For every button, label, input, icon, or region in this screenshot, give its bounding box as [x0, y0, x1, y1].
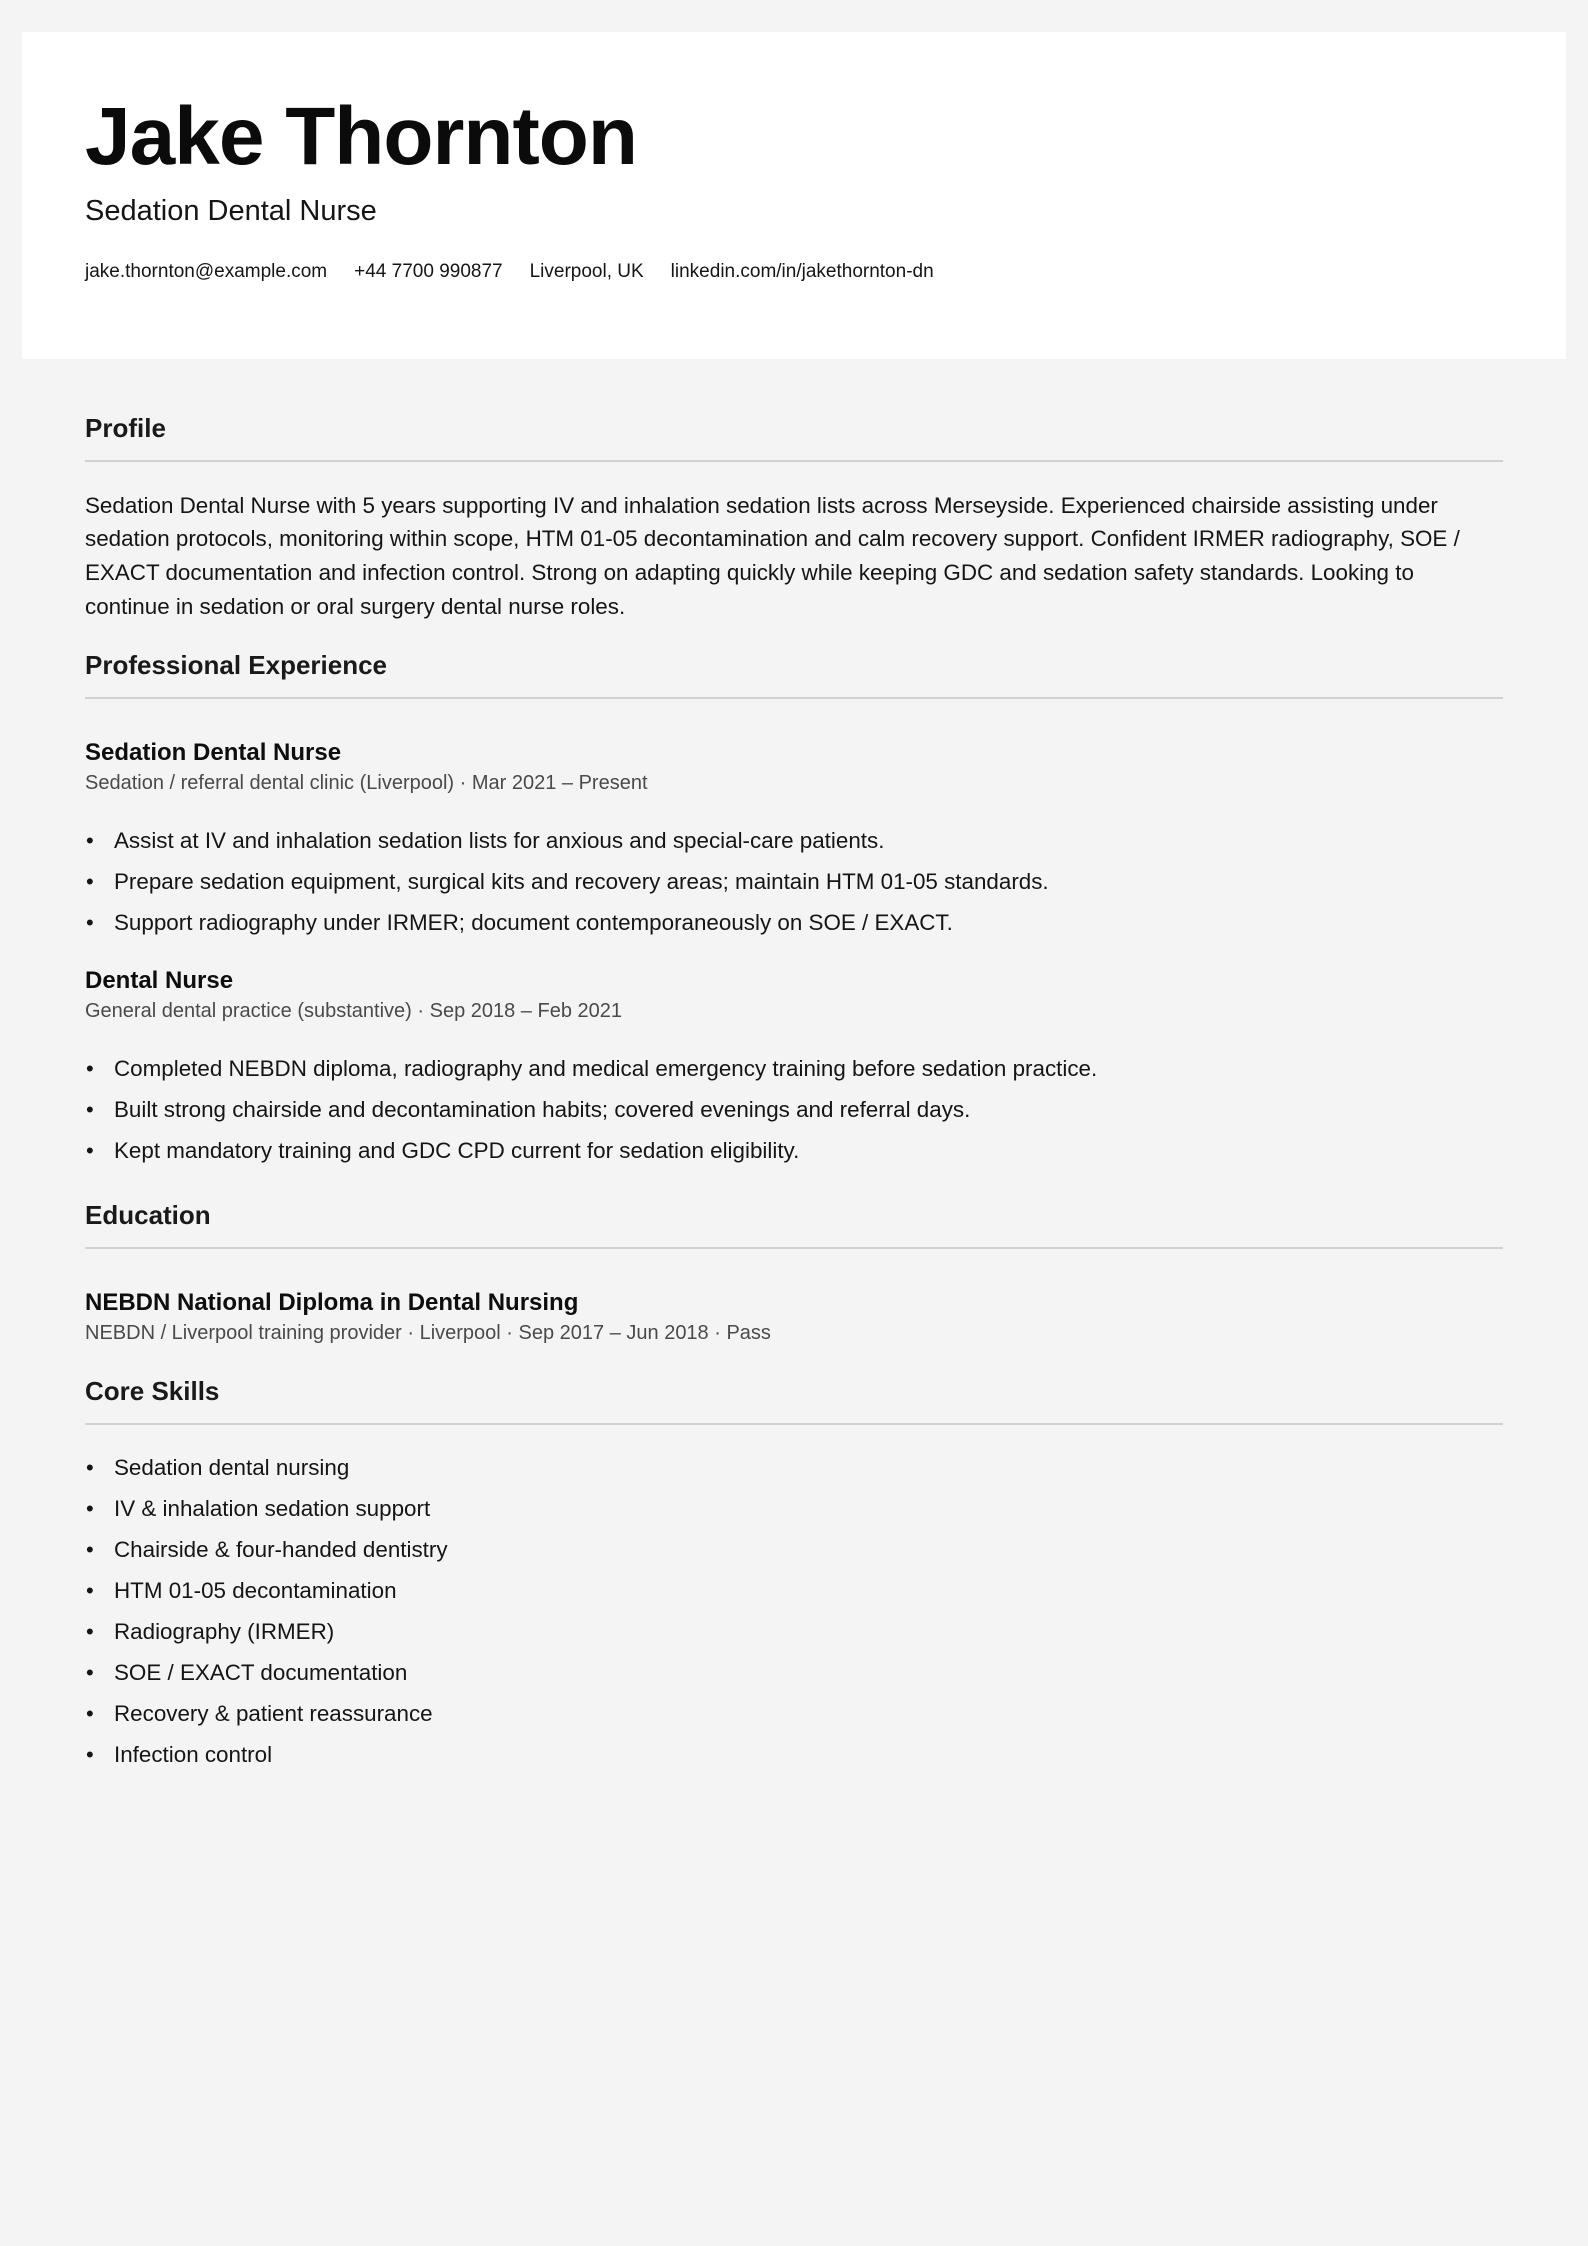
skill-text: IV & inhalation sedation support — [114, 1496, 431, 1522]
section-divider — [85, 697, 1503, 699]
section-heading-education: Education — [85, 1200, 211, 1231]
job-bullet-text: Completed NEBDN diploma, radiography and medical emergency training before sedation practice. — [114, 1056, 1098, 1082]
resume-header — [22, 32, 1566, 359]
contact-linkedin[interactable]: linkedin.com/in/jakethornton-dn — [670, 261, 934, 282]
skills-list — [85, 1447, 1503, 1775]
section-heading-profile: Profile — [85, 413, 166, 443]
skill-text: SOE / EXACT documentation — [114, 1660, 408, 1686]
skill-text: HTM 01-05 decontamination — [114, 1578, 397, 1604]
bullet-icon: • — [86, 910, 94, 936]
job-bullet-text: Kept mandatory training and GDC CPD current for sedation eligibility. — [114, 1138, 800, 1164]
skill-item — [85, 1447, 1503, 1488]
profile-section — [85, 412, 1503, 623]
bullet-icon: • — [86, 1455, 94, 1481]
bullet-icon: • — [86, 1660, 94, 1686]
education-section — [85, 1199, 1503, 1348]
job-bullet — [85, 820, 1503, 861]
job-bullet — [85, 902, 1503, 943]
job-bullet — [85, 1130, 1503, 1171]
skill-item — [85, 1570, 1503, 1611]
bullet-icon: • — [86, 869, 94, 895]
education-title: NEBDN National Diploma in Dental Nursing — [85, 1289, 579, 1317]
job-bullet-text: Assist at IV and inhalation sedation lists for anxious and special-care patients. — [114, 828, 885, 854]
bullet-icon: • — [86, 1537, 94, 1563]
section-heading-skills: Core Skills — [85, 1376, 220, 1407]
job-meta: General dental practice (substantive) · Sep 2018 – Feb 2021 — [85, 1000, 622, 1023]
skill-text: Infection control — [114, 1742, 273, 1768]
resume-body — [85, 412, 1503, 1775]
bullet-icon: • — [86, 1097, 94, 1123]
skill-text: Sedation dental nursing — [114, 1455, 350, 1481]
job-bullet-text: Support radiography under IRMER; document contemporaneously on SOE / EXACT. — [114, 910, 953, 936]
job-title: Dental Nurse — [85, 967, 234, 995]
skills-section — [85, 1375, 1503, 1775]
skill-item — [85, 1529, 1503, 1570]
job-bullet — [85, 1048, 1503, 1089]
contact-phone[interactable]: +44 7700 990877 — [354, 261, 503, 282]
skill-item — [85, 1652, 1503, 1693]
section-divider — [85, 460, 1503, 462]
experience-section — [85, 649, 1503, 1171]
skill-item — [85, 1488, 1503, 1529]
skill-item — [85, 1611, 1503, 1652]
bullet-icon: • — [86, 1619, 94, 1645]
job-bullet-text: Built strong chairside and decontamination habits; covered evenings and referral days. — [114, 1097, 971, 1123]
job-bullet-list — [85, 820, 1503, 943]
skill-item — [85, 1693, 1503, 1734]
profile-summary: Sedation Dental Nurse with 5 years supporting IV and inhalation sedation lists across Merseyside. Experienced chairside assisting under sedation protocols, monitoring within scope, HTM 01-05 decontamination and calm recovery support. Confident IRMER radiography, SOE / EXACT documentation and infection control. Strong on adapting quickly while keeping GDC and sedation safety standards. Looking to continue in sedation or oral surgery dental nurse roles. — [85, 492, 1460, 619]
bullet-icon: • — [86, 1701, 94, 1727]
skill-item — [85, 1734, 1503, 1775]
contact-email[interactable]: jake.thornton@example.com — [85, 261, 328, 282]
skill-text: Recovery & patient reassurance — [114, 1701, 433, 1727]
job-bullet — [85, 1089, 1503, 1130]
job-bullet-text: Prepare sedation equipment, surgical kits and recovery areas; maintain HTM 01-05 standards. — [114, 869, 1049, 895]
skill-text: Radiography (IRMER) — [114, 1619, 335, 1645]
job-bullet — [85, 861, 1503, 902]
bullet-icon: • — [86, 1496, 94, 1522]
skill-text: Chairside & four-handed dentistry — [114, 1537, 448, 1563]
bullet-icon: • — [86, 1578, 94, 1604]
section-heading-experience: Professional Experience — [85, 650, 388, 681]
bullet-icon: • — [86, 1056, 94, 1082]
job-bullet-list — [85, 1048, 1503, 1171]
job-entry — [85, 965, 1503, 1171]
education-meta: NEBDN / Liverpool training provider · Liverpool · Sep 2017 – Jun 2018 · Pass — [85, 1322, 771, 1345]
job-entry — [85, 737, 1503, 943]
bullet-icon: • — [86, 828, 94, 854]
candidate-name: Jake Thornton — [85, 91, 637, 182]
section-divider — [85, 1247, 1503, 1249]
job-meta: Sedation / referral dental clinic (Liverpool) · Mar 2021 – Present — [85, 772, 648, 795]
contact-location: Liverpool, UK — [529, 261, 644, 282]
contact-list — [85, 260, 934, 285]
education-entry — [85, 1287, 1503, 1348]
section-divider — [85, 1423, 1503, 1425]
job-title: Sedation Dental Nurse — [85, 739, 342, 767]
candidate-role: Sedation Dental Nurse — [85, 195, 377, 227]
bullet-icon: • — [86, 1138, 94, 1164]
bullet-icon: • — [86, 1742, 94, 1768]
